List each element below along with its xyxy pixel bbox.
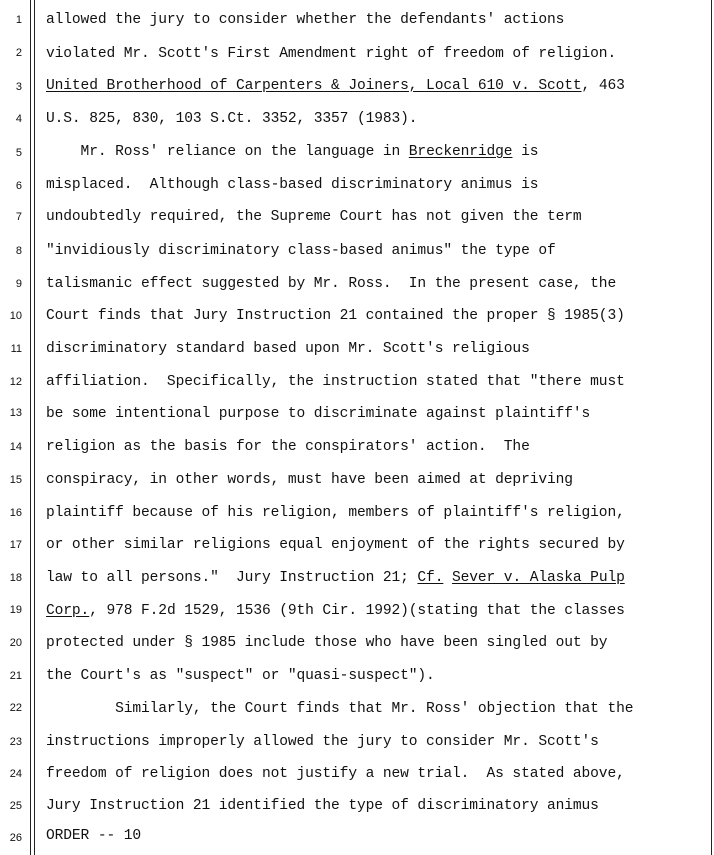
- text-line: [46, 536, 625, 554]
- text-line: [46, 77, 625, 95]
- text-line: [46, 504, 625, 522]
- text-segment: law to all persons." Jury Instruction 21;: [46, 570, 418, 586]
- text-segment: , 978 F.2d 1529, 1536 (9th Cir. 1992)(stating that the classes: [89, 603, 625, 619]
- text-line: [46, 765, 625, 783]
- text-line: [46, 143, 538, 161]
- text-segment: U.S. 825, 830, 103 S.Ct. 3352, 3357 (1983).: [46, 111, 418, 127]
- line-number: 14: [9, 441, 22, 453]
- page-footer: ORDER -- 10: [46, 828, 142, 844]
- text-line: [46, 110, 417, 128]
- text-line: [46, 471, 573, 489]
- line-number: 16: [9, 507, 22, 519]
- text-segment: affiliation. Specifically, the instruction stated that "there must: [46, 374, 625, 390]
- text-segment: "invidiously discriminatory class-based animus" the type of: [46, 243, 556, 259]
- text-line: [46, 797, 599, 815]
- citation-underlined: United Brotherhood of Carpenters & Joiners, Local 610 v. Scott: [46, 78, 582, 94]
- line-number: 22: [9, 702, 22, 714]
- text-segment: , 463: [581, 78, 625, 94]
- text-segment: religion as the basis for the conspirators' action. The: [46, 439, 530, 455]
- line-number: 4: [15, 113, 22, 125]
- text-line: [46, 176, 538, 194]
- line-number: 1: [15, 14, 22, 26]
- line-number: 25: [9, 800, 22, 812]
- citation-underlined: Cf.: [417, 570, 444, 586]
- left-margin-rule-inner: [34, 0, 35, 855]
- text-line: [46, 307, 625, 325]
- text-line: [46, 45, 616, 63]
- text-line: [46, 667, 435, 685]
- line-number: 8: [15, 245, 22, 257]
- line-number: 10: [9, 310, 22, 322]
- text-line: [46, 438, 530, 456]
- text-segment: allowed the jury to consider whether the defendants' actions: [46, 12, 565, 28]
- text-segment: Similarly, the Court finds that Mr. Ross' objection that the: [46, 701, 634, 717]
- line-number: 12: [9, 376, 22, 388]
- citation-underlined: Breckenridge: [408, 144, 513, 160]
- line-number: 20: [9, 637, 22, 649]
- text-segment: violated Mr. Scott's First Amendment right of freedom of religion.: [46, 46, 617, 62]
- text-line: [46, 242, 556, 260]
- line-number: 21: [9, 670, 22, 682]
- line-number: 15: [9, 474, 22, 486]
- text-segment: talismanic effect suggested by Mr. Ross. In the present case, the: [46, 276, 617, 292]
- text-line: [46, 634, 607, 652]
- line-number: 23: [9, 736, 22, 748]
- text-segment: conspiracy, in other words, must have been aimed at depriving: [46, 472, 573, 488]
- citation-underlined: Sever v. Alaska Pulp: [451, 570, 625, 586]
- line-number: 11: [10, 343, 22, 355]
- text-segment: the Court's as "suspect" or "quasi-suspect").: [46, 668, 435, 684]
- text-segment: or other similar religions equal enjoyment of the rights secured by: [46, 537, 625, 553]
- line-number: 17: [9, 539, 22, 551]
- text-line: [46, 275, 616, 293]
- text-line: [46, 208, 582, 226]
- line-number: 5: [15, 147, 22, 159]
- text-line: [46, 733, 599, 751]
- text-segment: Mr. Ross' reliance on the language in: [46, 144, 409, 160]
- text-line: [46, 569, 625, 587]
- text-segment: freedom of religion does not justify a new trial. As stated above,: [46, 766, 625, 782]
- text-line: [46, 405, 590, 423]
- text-line: [46, 700, 633, 718]
- text-segment: misplaced. Although class-based discriminatory animus is: [46, 177, 539, 193]
- text-segment: plaintiff because of his religion, members of plaintiff's religion,: [46, 505, 625, 521]
- text-segment: discriminatory standard based upon Mr. Scott's religious: [46, 341, 530, 357]
- line-number: 3: [15, 81, 22, 93]
- right-margin-rule: [711, 0, 712, 855]
- line-number: 26: [9, 832, 22, 844]
- text-segment: instructions improperly allowed the jury to consider Mr. Scott's: [46, 734, 599, 750]
- text-segment: Court finds that Jury Instruction 21 contained the proper § 1985(3): [46, 308, 625, 324]
- text-segment: is: [512, 144, 539, 160]
- text-line: [46, 340, 530, 358]
- text-segment: Jury Instruction 21 identified the type of discriminatory animus: [46, 798, 599, 814]
- line-number: 13: [9, 407, 22, 419]
- line-number: 7: [15, 211, 22, 223]
- text-line: [46, 11, 564, 29]
- text-line: [46, 602, 625, 620]
- text-segment: protected under § 1985 include those who have been singled out by: [46, 635, 608, 651]
- line-number: 19: [9, 604, 22, 616]
- line-number: 24: [9, 768, 22, 780]
- text-segment: be some intentional purpose to discriminate against plaintiff's: [46, 406, 591, 422]
- citation-underlined: Corp.: [46, 603, 90, 619]
- line-number: 18: [9, 572, 22, 584]
- left-margin-rule-outer: [30, 0, 31, 855]
- text-segment: undoubtedly required, the Supreme Court has not given the term: [46, 209, 582, 225]
- text-line: [46, 373, 625, 391]
- line-number: 2: [15, 47, 22, 59]
- line-number: 9: [15, 278, 22, 290]
- line-number: 6: [15, 180, 22, 192]
- text-segment: [443, 570, 452, 586]
